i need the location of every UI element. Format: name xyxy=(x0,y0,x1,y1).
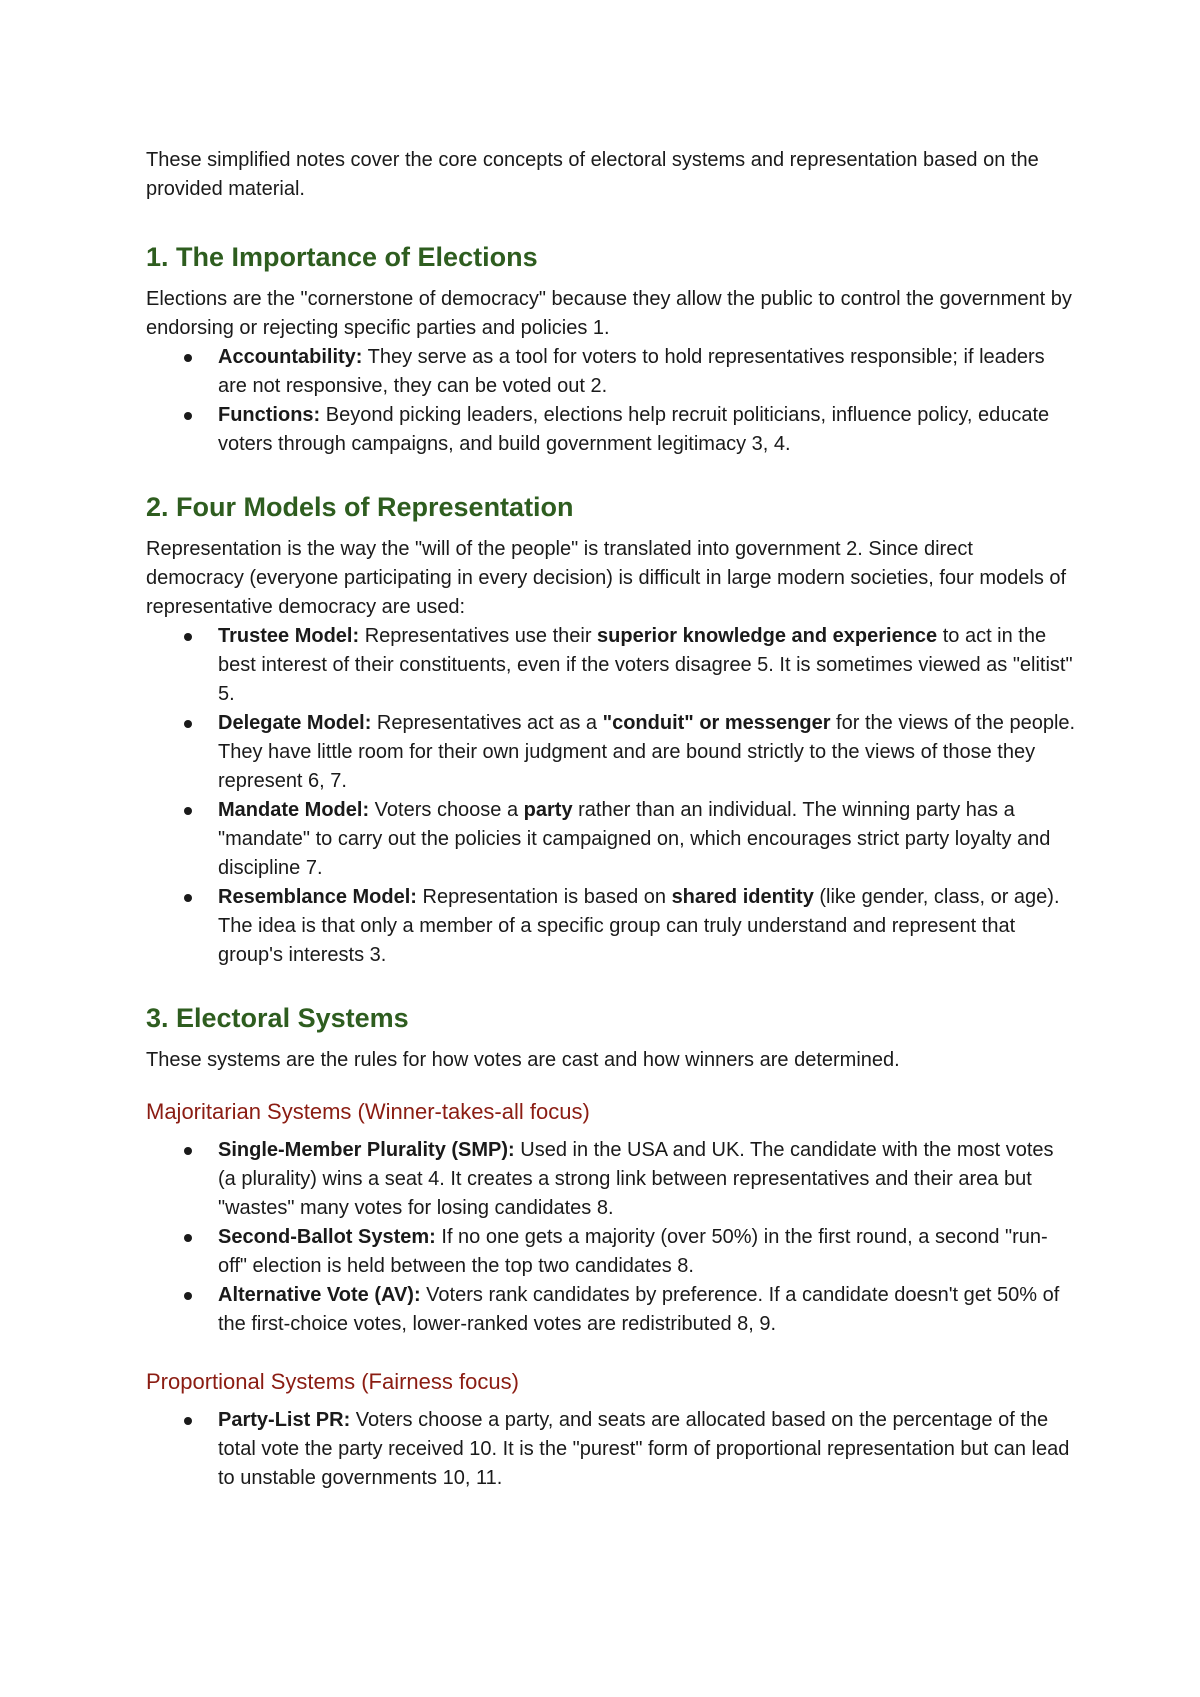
bullet-list xyxy=(146,622,1076,970)
list-item xyxy=(146,1136,1076,1223)
section-heading: 2. Four Models of Representation xyxy=(146,492,574,522)
section-paragraph: Elections are the "cornerstone of democracy" because they allow the public to control the government by endorsing or rejecting specific parties and policies 1. xyxy=(146,288,1072,339)
list-item xyxy=(146,883,1076,970)
subsection-proportional xyxy=(146,1367,1076,1493)
bullet-list xyxy=(146,1136,1076,1339)
item-emphasis: party xyxy=(523,799,573,821)
subsection-heading: Majoritarian Systems (Winner-takes-all focus) xyxy=(146,1099,590,1124)
item-text: Beyond picking leaders, elections help recruit politicians, influence policy, educate voters through campaigns, and build government legitimacy 3, 4. xyxy=(218,404,1050,455)
item-term: Party-List PR: xyxy=(218,1409,351,1431)
section-electoral-systems xyxy=(146,1001,1076,1493)
item-emphasis: shared identity xyxy=(671,886,814,908)
item-text: Representatives use their xyxy=(359,625,598,647)
list-item xyxy=(146,1406,1076,1493)
bullet-icon xyxy=(184,807,192,815)
bullet-icon xyxy=(184,1234,192,1242)
list-item xyxy=(146,709,1076,796)
item-text: If no one gets a majority (over 50%) in the first round, a second "run-off" election is held between the top two candidates 8. xyxy=(218,1226,1048,1277)
list-item xyxy=(146,796,1076,883)
item-term: Resemblance Model: xyxy=(218,886,417,908)
bullet-icon xyxy=(184,720,192,728)
item-term: Alternative Vote (AV): xyxy=(218,1284,421,1306)
item-text: They serve as a tool for voters to hold representatives responsible; if leaders are not responsive, they can be voted out 2. xyxy=(218,346,1045,397)
item-text: Used in the USA and UK. The candidate with the most votes (a plurality) wins a seat 4. It creates a strong link between representatives and their area but "wastes" many votes for losing candidates 8. xyxy=(218,1139,1054,1219)
item-text: Voters rank candidates by preference. If a candidate doesn't get 50% of the first-choice votes, lower-ranked votes are redistributed 8, 9. xyxy=(218,1284,1060,1335)
section-importance-of-elections xyxy=(146,240,1076,459)
list-item xyxy=(146,1281,1076,1339)
item-text: (like gender, class, or age). The idea is that only a member of a specific group can truly understand and represent that group's interests 3. xyxy=(218,886,1060,966)
item-text: for the views of the people. They have little room for their own judgment and are bound strictly to the views of those they represent 6, 7. xyxy=(218,712,1076,792)
list-item xyxy=(146,1223,1076,1281)
item-emphasis: superior knowledge and experience xyxy=(597,625,938,647)
intro-paragraph: These simplified notes cover the core concepts of electoral systems and representation based on the provided material. xyxy=(146,149,1039,200)
bullet-list xyxy=(146,343,1076,459)
item-term: Mandate Model: xyxy=(218,799,370,821)
list-item xyxy=(146,401,1076,459)
bullet-icon xyxy=(184,633,192,641)
subsection-majoritarian xyxy=(146,1097,1076,1339)
item-term: Second-Ballot System: xyxy=(218,1226,436,1248)
section-models-of-representation xyxy=(146,490,1076,970)
section-paragraph: Representation is the way the "will of the people" is translated into government 2. Since direct democracy (everyone participating in every decision) is difficult in large modern societies, four models of representative democracy are used: xyxy=(146,538,1067,618)
item-term: Delegate Model: xyxy=(218,712,372,734)
section-heading: 3. Electoral Systems xyxy=(146,1003,409,1033)
item-term: Trustee Model: xyxy=(218,625,360,647)
section-paragraph: These systems are the rules for how votes are cast and how winners are determined. xyxy=(146,1049,900,1071)
list-item xyxy=(146,343,1076,401)
item-emphasis: "conduit" or messenger xyxy=(602,712,831,734)
item-text: Voters choose a party, and seats are allocated based on the percentage of the total vote the party received 10. It is the "purest" form of proportional representation but can lead to unstable governments 10, 11. xyxy=(218,1409,1070,1489)
bullet-icon xyxy=(184,354,192,362)
item-text: Voters choose a xyxy=(369,799,524,821)
bullet-list xyxy=(146,1406,1076,1493)
item-text: Representatives act as a xyxy=(371,712,603,734)
section-heading: 1. The Importance of Elections xyxy=(146,242,538,272)
item-text: Representation is based on xyxy=(416,886,672,908)
item-text: rather than an individual. The winning party has a "mandate" to carry out the policies it campaigned on, which encourages strict party loyalty and discipline 7. xyxy=(218,799,1051,879)
bullet-icon xyxy=(184,894,192,902)
bullet-icon xyxy=(184,1417,192,1425)
item-term: Functions: xyxy=(218,404,321,426)
subsection-heading: Proportional Systems (Fairness focus) xyxy=(146,1369,519,1394)
bullet-icon xyxy=(184,1147,192,1155)
list-item xyxy=(146,622,1076,709)
item-term: Accountability: xyxy=(218,346,363,368)
bullet-icon xyxy=(184,1292,192,1300)
document-content xyxy=(146,146,1076,1524)
item-text: to act in the best interest of their constituents, even if the voters disagree 5. It is sometimes viewed as "elitist" 5. xyxy=(218,625,1073,705)
bullet-icon xyxy=(184,412,192,420)
item-term: Single-Member Plurality (SMP): xyxy=(218,1139,515,1161)
